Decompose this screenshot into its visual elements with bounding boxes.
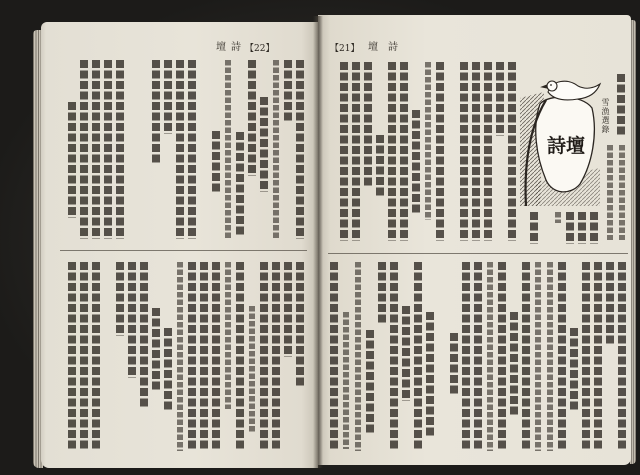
text-column — [152, 308, 160, 392]
text-column — [68, 262, 76, 451]
text-column — [249, 306, 255, 432]
text-column — [273, 60, 279, 239]
text-column — [352, 62, 360, 241]
text-column — [343, 312, 349, 449]
text-column — [366, 330, 374, 435]
text-column — [522, 262, 530, 451]
text-column — [212, 262, 220, 451]
text-column — [436, 62, 444, 241]
editor-credit: 雪漁選錄 — [601, 98, 610, 134]
text-column — [535, 262, 541, 451]
text-column — [487, 262, 493, 451]
text-column — [92, 262, 100, 451]
text-column — [510, 312, 518, 417]
text-column — [104, 60, 112, 239]
text-column — [116, 262, 124, 336]
text-column — [590, 212, 598, 244]
text-column — [284, 262, 292, 357]
text-column — [364, 62, 372, 188]
text-column — [462, 262, 470, 451]
text-column — [547, 262, 553, 451]
text-column — [188, 262, 196, 451]
text-column — [582, 262, 590, 451]
text-column — [508, 62, 516, 241]
text-column — [236, 262, 244, 451]
text-column — [530, 212, 538, 244]
text-column — [260, 262, 268, 451]
text-column — [618, 262, 626, 451]
text-column — [607, 145, 613, 240]
text-column — [164, 60, 172, 134]
text-column — [200, 262, 208, 451]
book-spine — [313, 16, 323, 468]
text-column — [116, 60, 124, 239]
left-header-char-b: 詩 — [231, 42, 241, 53]
text-column — [376, 135, 384, 198]
text-column — [296, 60, 304, 239]
text-column — [617, 74, 625, 137]
right-page-divider — [328, 253, 628, 254]
text-column — [450, 333, 458, 396]
text-column — [225, 262, 231, 409]
text-column — [472, 62, 480, 241]
text-column — [355, 262, 361, 451]
text-column — [80, 60, 88, 239]
text-column — [414, 262, 422, 451]
left-page-number: 【22】 — [245, 44, 275, 54]
text-column — [619, 145, 625, 240]
bird-icon — [542, 81, 600, 100]
right-page-number: 【21】 — [330, 44, 360, 54]
text-column — [140, 262, 148, 409]
text-column — [425, 62, 431, 220]
text-column — [260, 97, 268, 192]
text-column — [236, 132, 244, 237]
text-column — [248, 60, 256, 176]
text-column — [330, 262, 338, 451]
text-column — [296, 262, 304, 388]
text-column — [412, 110, 420, 215]
text-column — [558, 262, 566, 451]
text-column — [566, 212, 574, 244]
text-column — [212, 131, 220, 194]
text-column — [578, 212, 586, 244]
left-page-divider — [60, 250, 307, 251]
text-column — [176, 60, 184, 239]
text-column — [80, 262, 88, 451]
text-column — [340, 62, 348, 241]
poetry-section-emblem — [518, 64, 602, 208]
text-column — [284, 60, 292, 123]
text-column — [225, 60, 231, 239]
text-column — [474, 262, 482, 451]
text-column — [498, 262, 506, 451]
text-column — [272, 262, 280, 451]
text-column — [460, 62, 468, 241]
left-header-char-a: 壇 — [216, 42, 226, 53]
text-column — [402, 306, 410, 401]
text-column — [188, 60, 196, 239]
text-column — [388, 62, 396, 241]
text-column — [570, 328, 578, 412]
text-column — [164, 328, 172, 412]
text-column — [177, 262, 183, 451]
text-column — [426, 312, 434, 438]
text-column — [378, 262, 386, 325]
text-column — [128, 262, 136, 378]
text-column — [606, 262, 614, 346]
right-header-char-b: 詩 — [388, 42, 398, 53]
text-column — [152, 60, 160, 165]
right-header-char-a: 壇 — [368, 42, 378, 53]
text-column — [68, 102, 76, 218]
emblem-title: 詩壇 — [546, 135, 586, 157]
text-column — [594, 262, 602, 451]
text-column — [400, 62, 408, 241]
text-column — [92, 60, 100, 239]
text-column — [496, 62, 504, 136]
text-column — [484, 62, 492, 241]
text-column — [555, 212, 561, 223]
text-column — [390, 262, 398, 451]
